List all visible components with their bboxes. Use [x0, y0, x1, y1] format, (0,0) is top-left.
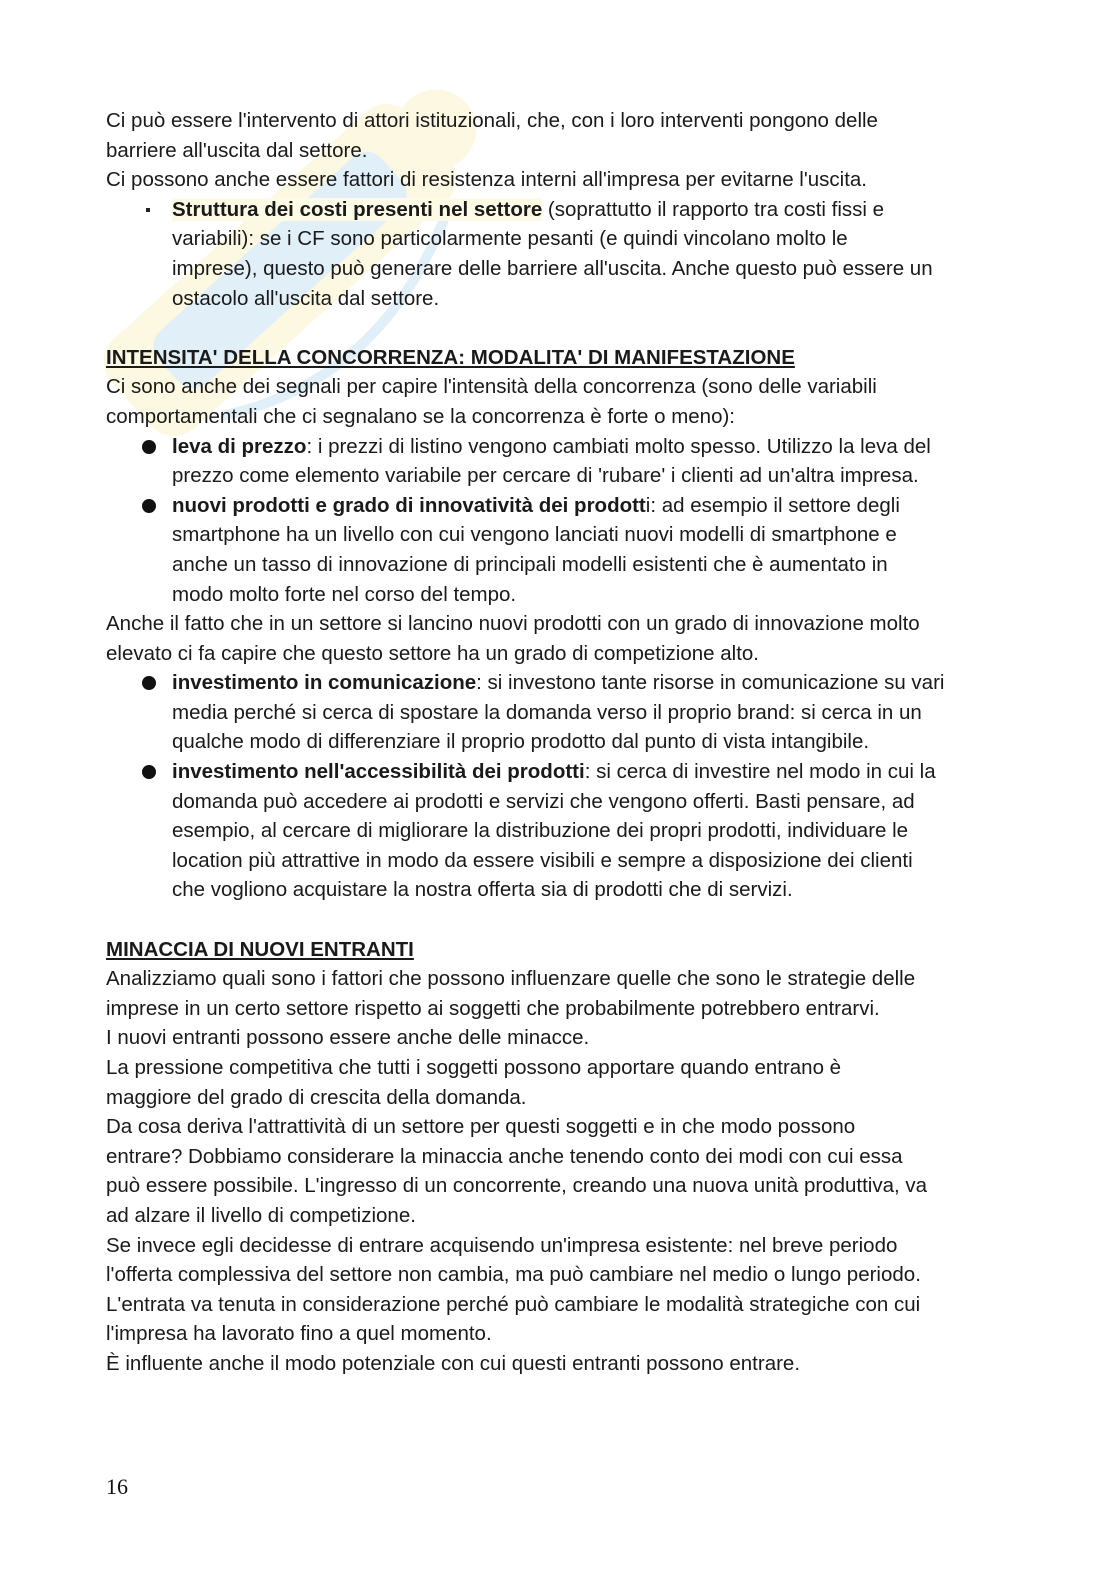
paragraph-line: barriere all'uscita dal settore.: [106, 138, 368, 162]
paragraph-line: l'offerta complessiva del settore non cambia, ma può cambiare nel medio o lungo periodo.: [106, 1263, 921, 1287]
bullet-text: variabili): se i CF sono particolarmente pesanti (e quindi vincolano molto le: [172, 227, 848, 251]
paragraph-line: Ci possono anche essere fattori di resistenza interni all'impresa per evitarne l'uscita.: [106, 168, 868, 192]
list-item: [106, 757, 1006, 905]
paragraph-line: comportamentali che ci segnalano se la concorrenza è forte o meno):: [106, 404, 736, 428]
paragraph-line: Ci sono anche dei segnali per capire l'intensità della concorrenza (sono delle variabili: [106, 375, 877, 399]
square-bullet-icon: [146, 208, 150, 212]
paragraph-line: È influente anche il modo potenziale con cui questi entranti possono entrare.: [106, 1351, 801, 1375]
paragraph-line: entrare? Dobbiamo considerare la minaccia anche tenendo conto dei modi con cui essa: [106, 1144, 903, 1168]
bullet-term: Struttura dei costi presenti nel settore: [172, 197, 543, 221]
bullet-text: media perché si cerca di spostare la domanda verso il proprio brand: si cerca in un: [172, 700, 922, 724]
list-item: [106, 668, 1006, 757]
paragraph-line: ad alzare il livello di competizione.: [106, 1203, 416, 1227]
bullet-text: che vogliono acquistare la nostra offerta sia di prodotti che di servizi.: [172, 878, 793, 902]
bullet-term: investimento in comunicazione: [172, 671, 477, 695]
bullet-term: leva di prezzo: [172, 434, 307, 458]
bullet-text: imprese), questo può generare delle barriere all'uscita. Anche questo può essere un: [172, 256, 933, 280]
paragraph-line: Se invece egli decidesse di entrare acquisendo un'impresa esistente: nel breve periodo: [106, 1233, 898, 1257]
bullet-term: nuovi prodotti e grado di innovatività dei prodott: [172, 493, 646, 517]
list-item: [106, 432, 1006, 491]
paragraph-line: I nuovi entranti possono essere anche delle minacce.: [106, 1026, 590, 1050]
list-item: [106, 195, 1006, 313]
paragraph-line: l'impresa ha lavorato fino a quel momento.: [106, 1322, 492, 1346]
section-heading: INTENSITA' DELLA CONCORRENZA: MODALITA' DI MANIFESTAZIONE: [106, 345, 795, 369]
paragraph-line: Ci può essere l'intervento di attori istituzionali, che, con i loro interventi pongono delle: [106, 109, 878, 132]
paragraph-line: elevato ci fa capire che questo settore ha un grado di competizione alto.: [106, 641, 759, 665]
paragraph-line: maggiore del grado di crescita della domanda.: [106, 1085, 527, 1109]
bullet-text: : si cerca di investire nel modo in cui la: [584, 760, 936, 784]
bullet-icon: [142, 676, 156, 690]
bullet-term: investimento nell'accessibilità dei prodotti: [172, 760, 585, 784]
list-item: [106, 491, 1006, 609]
bullet-text: domanda può accedere ai prodotti e servizi che vengono offerti. Basti pensare, ad: [172, 789, 915, 813]
bullet-text: : si investono tante risorse in comunicazione su vari: [476, 671, 945, 695]
bullet-icon: [142, 440, 156, 454]
paragraph-line: Anche il fatto che in un settore si lancino nuovi prodotti con un grado di innovazione molto: [106, 612, 920, 636]
section-heading: MINACCIA DI NUOVI ENTRANTI: [106, 937, 414, 961]
paragraph-line: Analizziamo quali sono i fattori che possono influenzare quelle che sono le strategie delle: [106, 967, 916, 991]
bullet-text: smartphone ha un livello con cui vengono lanciati nuovi modelli di smartphone e: [172, 523, 897, 547]
page-number: 16: [106, 1474, 128, 1499]
bullet-icon: [142, 765, 156, 779]
bullet-text: esempio, al cercare di migliorare la distribuzione dei propri prodotti, individuare le: [172, 819, 909, 843]
paragraph-line: La pressione competitiva che tutti i soggetti possono apportare quando entrano è: [106, 1056, 842, 1079]
bullet-text: prezzo come elemento variabile per cercare di 'rubare' i clienti ad un'altra impresa.: [172, 464, 919, 488]
page-content: [106, 106, 1006, 1379]
bullet-text: : i prezzi di listino vengono cambiati molto spesso. Utilizzo la leva del: [306, 434, 931, 458]
paragraph-line: può essere possibile. L'ingresso di un concorrente, creando una nuova unità produttiva, va: [106, 1174, 928, 1198]
bullet-text: qualche modo di differenziare il proprio prodotto dal punto di vista intangibile.: [172, 730, 870, 754]
paragraph-line: imprese in un certo settore rispetto ai soggetti che probabilmente potrebbero entrarvi.: [106, 996, 880, 1020]
bullet-text: modo molto forte nel corso del tempo.: [172, 582, 517, 606]
paragraph-line: Da cosa deriva l'attrattività di un settore per questi soggetti e in che modo possono: [106, 1115, 856, 1139]
bullet-text: location più attrattive in modo da essere visibili e sempre a disposizione dei clienti: [172, 848, 913, 872]
bullet-text: (soprattutto il rapporto tra costi fissi e: [542, 197, 885, 221]
paragraph-line: L'entrata va tenuta in considerazione perché può cambiare le modalità strategiche con cui: [106, 1292, 921, 1316]
bullet-text: ostacolo all'uscita dal settore.: [172, 286, 440, 310]
bullet-icon: [142, 499, 156, 513]
bullet-text: anche un tasso di innovazione di principali modelli esistenti che è aumentato in: [172, 552, 888, 576]
bullet-text: i: ad esempio il settore degli: [645, 493, 900, 517]
